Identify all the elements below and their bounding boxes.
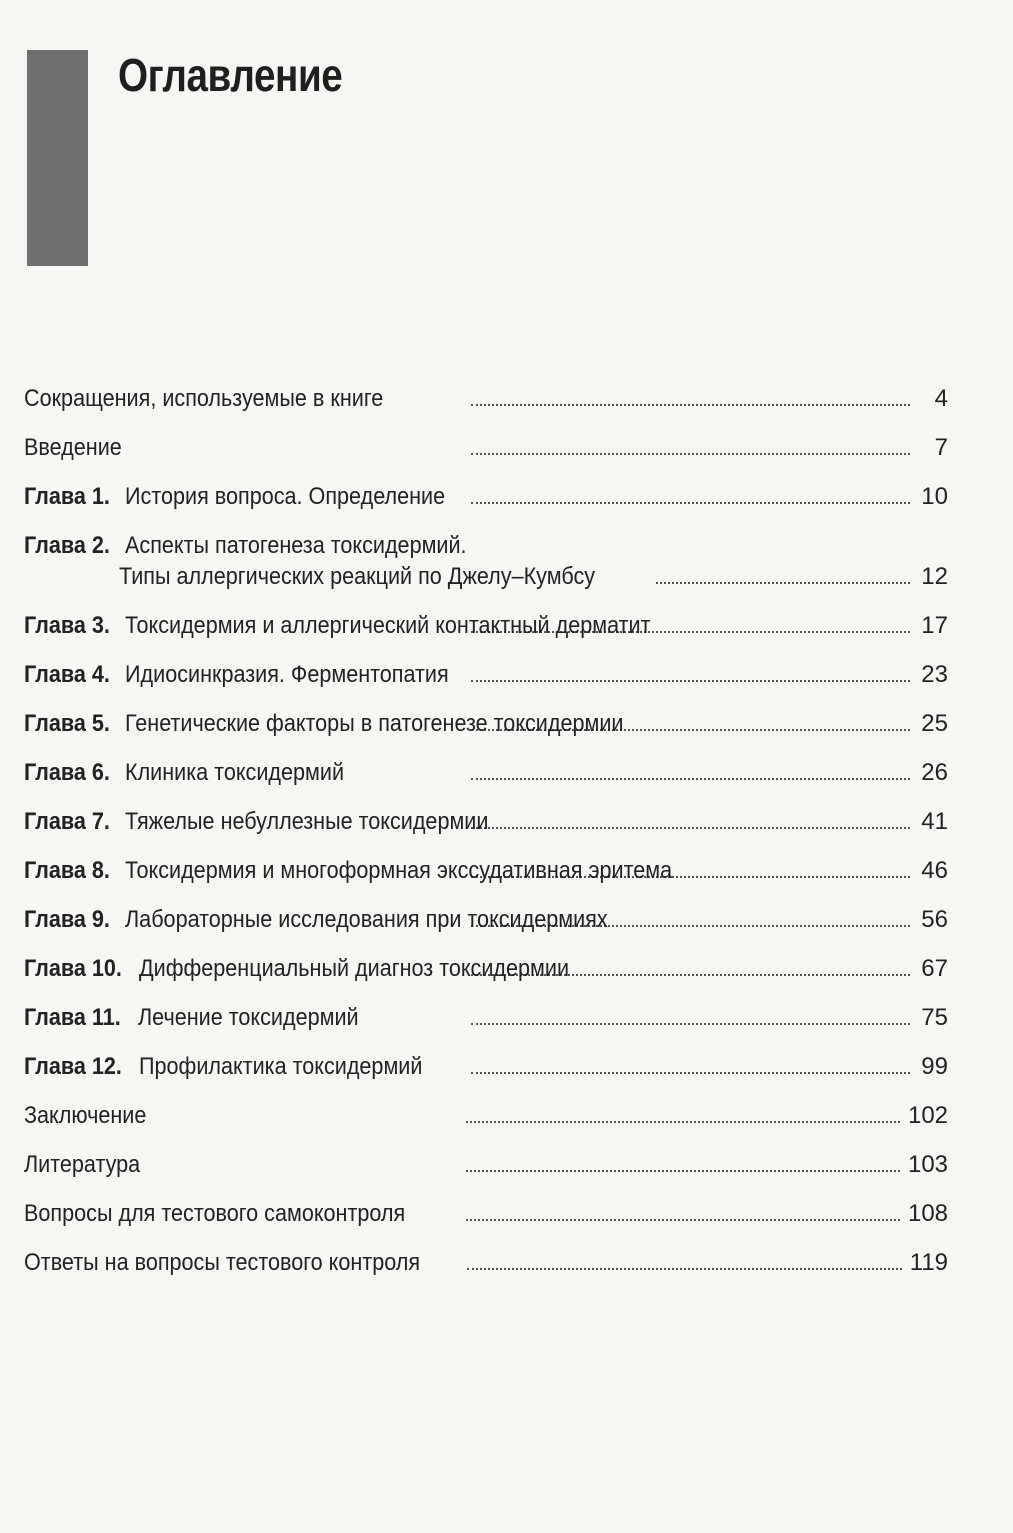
toc-page-number: 26 <box>921 759 948 786</box>
toc-entry-title: Лабораторные исследования при токсидермиях <box>125 906 609 933</box>
toc-page-number: 10 <box>921 483 948 510</box>
toc-entry-chapter-12[interactable] <box>24 1051 948 1082</box>
dot-leader <box>471 1023 910 1025</box>
toc-entry-title: Идиосинкразия. Ферментопатия <box>125 661 450 688</box>
toc-entry-title: Сокращения, используемые в книге <box>24 385 384 412</box>
toc-entry-title: Токсидермия и многоформная экссудативная эритема <box>125 857 673 884</box>
toc-entry-title: Введение <box>24 434 122 461</box>
toc-entry-title: Заключение <box>24 1102 147 1129</box>
toc-entry-title: Генетические факторы в патогенезе токсидермии <box>125 710 624 737</box>
toc-page-number: 99 <box>921 1053 948 1080</box>
toc-entry-title: Токсидермия и аллергический контактный дерматит <box>125 612 651 639</box>
chapter-label: Глава 11. <box>24 1004 121 1031</box>
toc-entry-chapter-4[interactable] <box>24 659 948 690</box>
table-of-contents <box>24 383 948 1296</box>
chapter-label: Глава 6. <box>24 759 110 786</box>
toc-entry-self-test-questions[interactable] <box>24 1198 948 1229</box>
toc-entry-literature[interactable] <box>24 1149 948 1180</box>
dot-leader <box>471 778 910 780</box>
toc-entry-title: Лечение токсидермий <box>137 1004 359 1031</box>
toc-entry-title: Профилактика токсидермий <box>138 1053 423 1080</box>
toc-page-number: 102 <box>907 1102 949 1129</box>
dot-leader <box>466 1121 900 1123</box>
toc-entry-conclusion[interactable] <box>24 1100 948 1131</box>
chapter-label: Глава 4. <box>24 661 110 688</box>
toc-entry-title: История вопроса. Определение <box>125 483 446 510</box>
toc-page-number: 12 <box>921 563 948 590</box>
toc-page-number: 23 <box>921 661 948 688</box>
toc-page-number: 75 <box>921 1004 948 1031</box>
toc-entry-title: Литература <box>24 1151 141 1178</box>
toc-entry-title: Дифференциальный диагноз токсидермии <box>138 955 569 982</box>
chapter-side-bar <box>27 50 88 266</box>
dot-leader <box>471 680 910 682</box>
dot-leader <box>471 827 910 829</box>
chapter-label: Глава 12. <box>24 1053 122 1080</box>
toc-entry-chapter-5[interactable] <box>24 708 948 739</box>
toc-page-number: 25 <box>921 710 948 737</box>
toc-page-number: 108 <box>907 1200 949 1227</box>
dot-leader <box>471 453 910 455</box>
dot-leader <box>471 502 910 504</box>
chapter-label: Глава 3. <box>24 612 110 639</box>
toc-entry-chapter-2[interactable] <box>24 530 948 592</box>
page-title: Оглавление <box>118 49 343 101</box>
toc-entry-chapter-11[interactable] <box>24 1002 948 1033</box>
toc-entry-chapter-6[interactable] <box>24 757 948 788</box>
dot-leader <box>466 1219 900 1221</box>
toc-page-number: 41 <box>921 808 948 835</box>
toc-page-number: 7 <box>934 434 948 461</box>
toc-entry-title: Ответы на вопросы тестового контроля <box>24 1249 421 1276</box>
toc-entry-title: Вопросы для тестового самоконтроля <box>24 1200 406 1227</box>
toc-entry-chapter-7[interactable] <box>24 806 948 837</box>
chapter-label: Глава 5. <box>24 710 110 737</box>
toc-entry-chapter-8[interactable] <box>24 855 948 886</box>
chapter-label: Глава 9. <box>24 906 110 933</box>
chapter-label: Глава 10. <box>24 955 122 982</box>
dot-leader <box>471 404 910 406</box>
toc-entry-chapter-3[interactable] <box>24 610 948 641</box>
chapter-label: Глава 1. <box>24 483 110 510</box>
toc-entry-abbreviations[interactable] <box>24 383 948 414</box>
toc-entry-chapter-9[interactable] <box>24 904 948 935</box>
toc-page-number: 119 <box>909 1249 949 1276</box>
toc-page-number: 17 <box>921 612 948 639</box>
toc-entry-introduction[interactable] <box>24 432 948 463</box>
toc-entry-test-answers[interactable] <box>24 1247 948 1278</box>
toc-entry-chapter-1[interactable] <box>24 481 948 512</box>
dot-leader <box>471 1072 910 1074</box>
toc-page-number: 67 <box>921 955 948 982</box>
dot-leader <box>467 1268 902 1270</box>
toc-entry-title: Тяжелые небуллезные токсидермии <box>125 808 489 835</box>
toc-entry-title: Аспекты патогенеза токсидермий. <box>125 532 468 559</box>
dot-leader <box>466 1170 900 1172</box>
chapter-label: Глава 2. <box>24 532 110 559</box>
toc-page-number: 103 <box>907 1151 949 1178</box>
chapter-label: Глава 8. <box>24 857 110 884</box>
toc-page-number: 56 <box>921 906 948 933</box>
toc-entry-chapter-10[interactable] <box>24 953 948 984</box>
dot-leader <box>656 582 910 584</box>
toc-page-number: 4 <box>934 385 948 412</box>
toc-page-number: 46 <box>921 857 948 884</box>
toc-entry-title-line2: Типы аллергических реакций по Джелу–Кумбсу <box>119 563 596 590</box>
toc-entry-title: Клиника токсидермий <box>125 759 345 786</box>
chapter-label: Глава 7. <box>24 808 110 835</box>
